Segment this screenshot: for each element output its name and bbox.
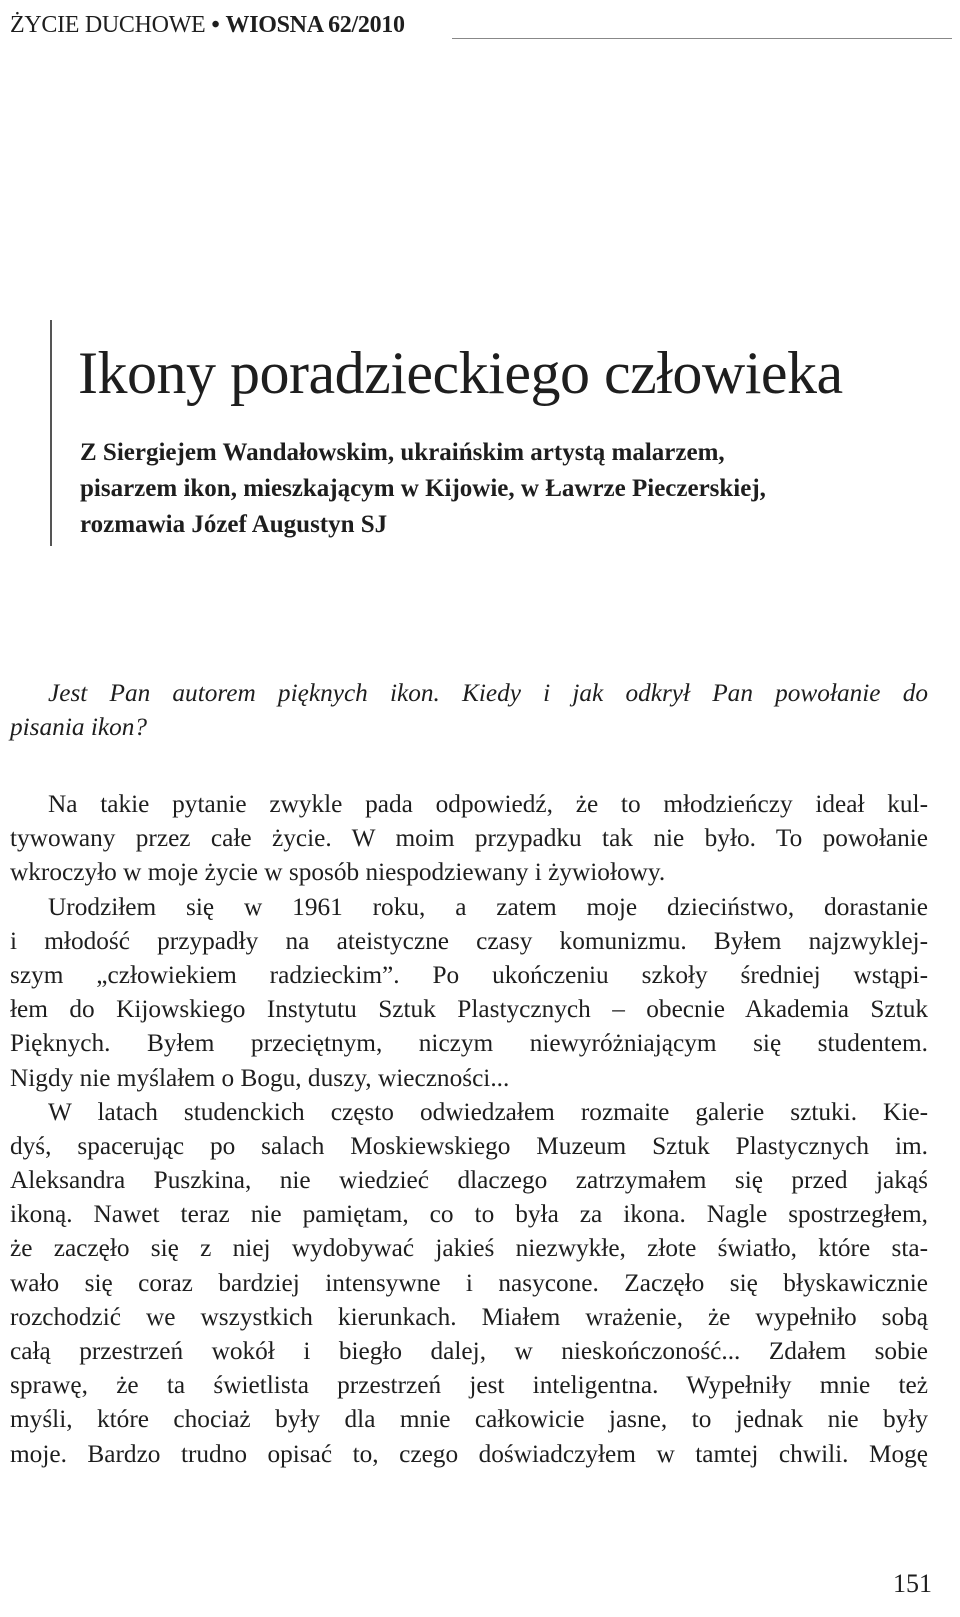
answer-line: W latach studenckich często odwiedzałem rozmaite galerie sztuki. Kie- bbox=[48, 1097, 928, 1126]
running-header bbox=[10, 8, 405, 42]
answer-line: całą przestrzeń wokół i biegło dalej, w nieskończoność... Zdałem sobie bbox=[10, 1337, 928, 1365]
question-line: pisania ikon? bbox=[10, 713, 148, 742]
header-rule bbox=[452, 38, 952, 39]
interview-answer bbox=[10, 787, 928, 1471]
answer-line: Aleksandra Puszkina, nie wiedzieć dlaczego zatrzymałem się przed jakąś bbox=[10, 1166, 928, 1195]
interview-question bbox=[10, 676, 928, 744]
page-number: 151 bbox=[893, 1569, 932, 1598]
title-vertical-rule bbox=[50, 320, 52, 546]
answer-line: Pięknych. Byłem przeciętnym, niczym niewyróżniającym się studentem. bbox=[10, 1029, 928, 1058]
article-title: Ikony poradzieckiego człowieka bbox=[78, 340, 843, 406]
answer-line: myśli, które chociaż były dla mnie całkowicie jasne, to jednak nie były bbox=[10, 1405, 928, 1434]
answer-line: Na takie pytanie zwykle pada odpowiedź, że to młodzieńczy ideał kul- bbox=[48, 790, 928, 818]
answer-line: wało się coraz bardziej intensywne i nasycone. Zaczęło się błyskawicznie bbox=[10, 1268, 928, 1297]
question-line: Jest Pan autorem pięknych ikon. Kiedy i jak odkrył Pan powołanie do bbox=[48, 679, 928, 707]
answer-line: Urodziłem się w 1961 roku, a zatem moje dzieciństwo, dorastanie bbox=[48, 892, 928, 921]
answer-line: ikoną. Nawet teraz nie pamiętam, co to była za ikona. Nagle spostrzegłem, bbox=[10, 1200, 928, 1229]
answer-line: dyś, spacerując po salach Moskiewskiego Muzeum Sztuk Plastycznych im. bbox=[10, 1131, 928, 1160]
article-subtitle bbox=[80, 435, 860, 543]
answer-line: sprawę, że ta świetlista przestrzeń jest inteligentna. Wypełniły mnie też bbox=[10, 1371, 928, 1400]
subtitle-line: pisarzem ikon, mieszkającym w Kijowie, w Ławrze Pieczerskiej, bbox=[80, 475, 766, 502]
answer-line: że zaczęło się z niej wydobywać jakieś niezwykłe, złote światło, które sta- bbox=[10, 1234, 928, 1263]
answer-line: rozchodzić we wszystkich kierunkach. Miałem wrażenie, że wypełniło sobą bbox=[10, 1302, 928, 1331]
answer-line: szym „człowiekiem radzieckim”. Po ukończeniu szkoły średniej wstąpi- bbox=[10, 960, 928, 989]
answer-line: wkroczyło w moje życie w sposób niespodziewany i żywiołowy. bbox=[10, 858, 666, 887]
subtitle-line: Z Siergiejem Wandałowskim, ukraińskim artystą malarzem, bbox=[80, 439, 725, 466]
answer-line: tywowany przez całe życie. W moim przypadku tak nie było. To powołanie bbox=[10, 824, 928, 853]
bullet-separator: • bbox=[211, 12, 220, 38]
subtitle-line: rozmawia Józef Augustyn SJ bbox=[80, 511, 388, 538]
journal-name: ŻYCIE DUCHOWE bbox=[10, 12, 206, 38]
answer-line: Nigdy nie myślałem o Bogu, duszy, wieczności... bbox=[10, 1063, 510, 1092]
answer-line: i młodość przypadły na ateistyczne czasy komunizmu. Byłem najzwyklej- bbox=[10, 926, 928, 955]
issue-label: WIOSNA 62/2010 bbox=[225, 12, 405, 38]
answer-line: moje. Bardzo trudno opisać to, czego doświadczyłem w tamtej chwili. Mogę bbox=[10, 1439, 928, 1468]
answer-line: łem do Kijowskiego Instytutu Sztuk Plastycznych – obecnie Akademia Sztuk bbox=[10, 995, 928, 1024]
